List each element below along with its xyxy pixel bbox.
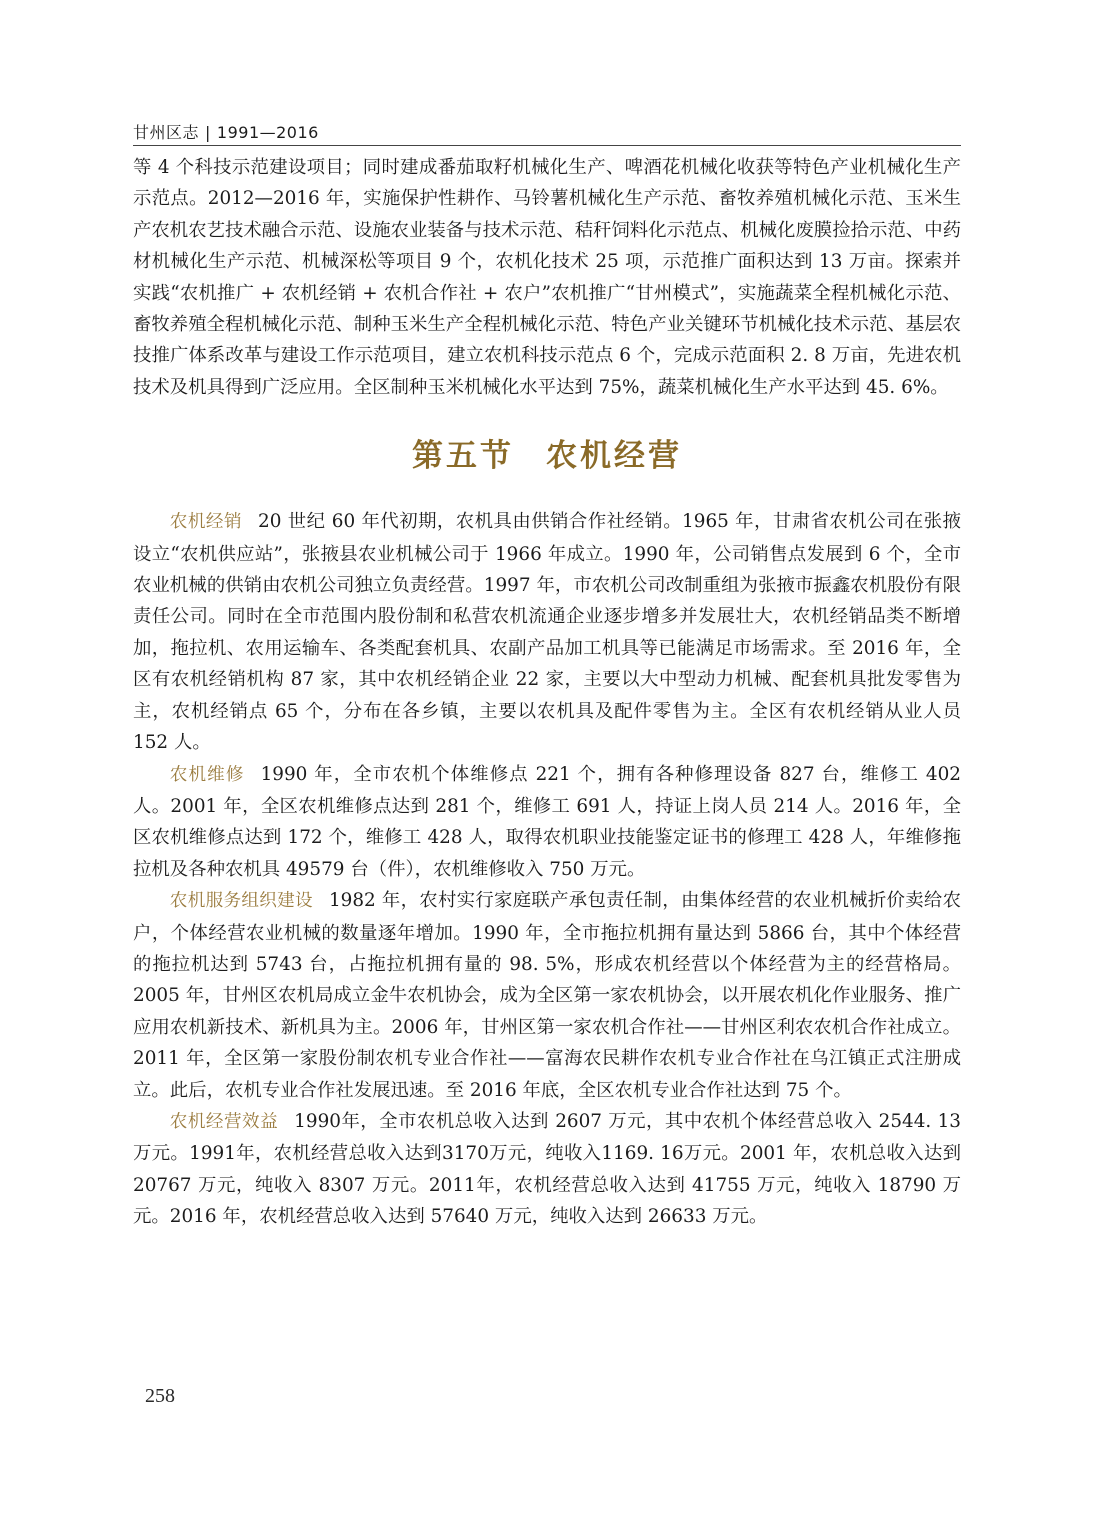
book-title: 甘州区志: [133, 123, 200, 142]
paragraph-text: 20 世纪 60 年代初期，农机具由供销合作社经销。1965 年，甘肃省农机公司在张掖设立“农机供应站”，张掖县农业机械公司于 1966 年成立。1990 年，公司销售点发展到 6 个，全市农业机械的供销由农机公司独立负责经营。1997 年，市农机公司改制重组为张掖市振鑫农机股份有限责任公司。同时在全市范围内股份制和私营农机流通企业逐步增多并发展壮大，农机经销品类不断增加，拖拉机、农用运输车、各类配套机具、农副产品加工机具等已能满足市场需求。至 2016 年，全区有农机经销机构 87 家，其中农机经销企业 22 家，主要以大中型动力机械、配套机具批发零售为主，农机经销点 65 个，分布在各乡镇，主要以农机具及配件零售为主。全区有农机经销从业人员 152 人。: [133, 511, 961, 754]
paragraph-service-organizations: [133, 885, 961, 1106]
section-title: 农机经营: [546, 438, 682, 475]
header-years: 1991—2016: [216, 123, 319, 142]
lead-term: 农机维修: [169, 764, 245, 785]
intro-paragraph: 等 4 个科技示范建设项目；同时建成番茄取籽机械化生产、啤酒花机械化收获等特色产业机械化生产示范点。2012—2016 年，实施保护性耕作、马铃薯机械化生产示范、畜牧养殖机械化示范、玉米生产农机农艺技术融合示范、设施农业装备与技术示范、秸秆饲料化示范点、机械化废膜捡拾示范、中药材机械化生产示范、机械深松等项目 9 个，农机化技术 25 项，示范推广面积达到 13 万亩。探索并实践“农机推广 + 农机经销 + 农机合作社 + 农户”农机推广“甘州模式”，实施蔬菜全程机械化示范、畜牧养殖全程机械化示范、制种玉米生产全程机械化示范、特色产业关键环节机械化技术示范、基层农技推广体系改革与建设工作示范项目，建立农机科技示范点 6 个，完成示范面积 2. 8 万亩，先进农机技术及机具得到广泛应用。全区制种玉米机械化水平达到 75%，蔬菜机械化生产水平达到 45. 6%。: [133, 157, 961, 398]
page-content: [133, 152, 961, 1233]
paragraph-text: 1990年，全市农机总收入达到 2607 万元，其中农机个体经营总收入 2544. 13万元。1991年，农机经营总收入达到3170万元，纯收入1169. 16万元。2001 年，农机总收入达到 20767 万元，纯收入 8307 万元。2011年，农机经营总收入达到 41755 万元，纯收入 18790 万元。2016 年，农机经营总收入达到 57640 万元，纯收入达到 26633 万元。: [133, 1110, 961, 1228]
paragraph-operating-benefits: [133, 1106, 961, 1233]
paragraph-sales: [133, 506, 961, 758]
paragraph-text: 1990 年，全市农机个体维修点 221 个，拥有各种修理设备 827 台，维修工 402 人。2001 年，全区农机维修点达到 281 个，维修工 691 人，持证上岗人员 214 人。2016 年，全区农机维修点达到 172 个，维修工 428 人，取得农机职业技能鉴定证书的修理工 428 人，年维修拖拉机及各种农机具 49579 台（件），农机维修收入 750 万元。: [133, 763, 961, 880]
book-page: [133, 0, 961, 1536]
header-rule: [133, 145, 961, 146]
lead-term: 农机服务组织建设: [169, 891, 313, 912]
lead-term: 农机经销: [169, 512, 243, 533]
paragraph-repair: [133, 759, 961, 886]
header-separator: |: [205, 123, 211, 142]
paragraph-text: 1982 年，农村实行家庭联产承包责任制，由集体经营的农业机械折价卖给农户，个体经营农业机械的数量逐年增加。1990 年，全市拖拉机拥有量达到 5866 台，其中个体经营的拖拉机达到 5743 台，占拖拉机拥有量的 98. 5%，形成农机经营以个体经营为主的经营格局。2005 年，甘州区农机局成立金牛农机协会，成为全区第一家农机协会，以开展农机化作业服务、推广应用农机新技术、新机具为主。2006 年，甘州区第一家农机合作社——甘州区利农农机合作社成立。2011 年，全区第一家股份制农机专业合作社——富海农民耕作农机专业合作社在乌江镇正式注册成立。此后，农机专业合作社发展迅速。至 2016 年底，全区农机专业合作社达到 75 个。: [133, 890, 961, 1101]
running-header: [133, 120, 319, 143]
lead-term: 农机经营效益: [169, 1111, 279, 1132]
section-number: 第五节: [412, 438, 514, 475]
section-heading: [133, 436, 961, 476]
page-number: 258: [145, 1385, 175, 1407]
